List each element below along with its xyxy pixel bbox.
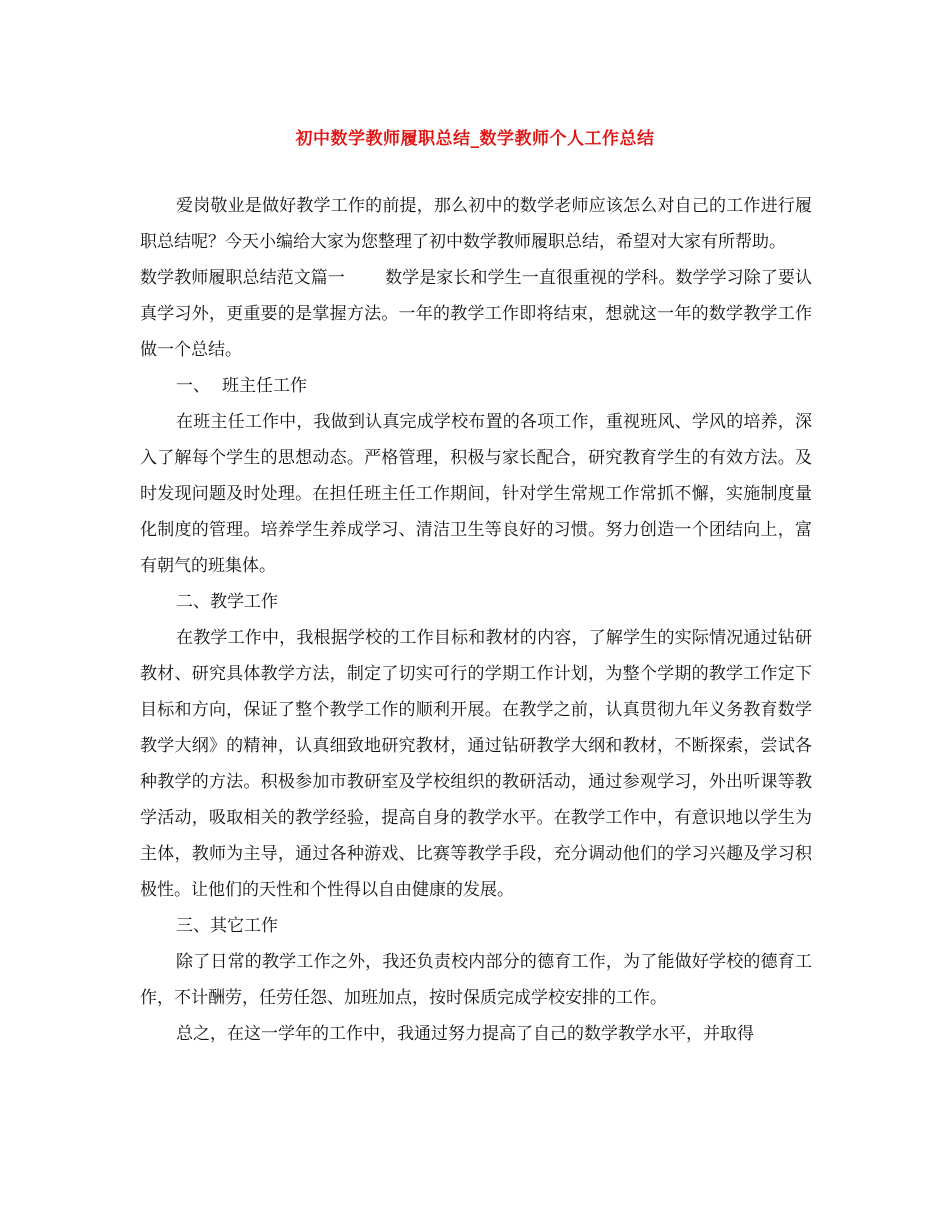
paragraph-class-teacher: 在班主任工作中，我做到认真完成学校布置的各项工作，重视班风、学风的培养，深入了解每个学生的思想动态。严格管理，积极与家长配合，研究教育学生的有效方法。及时发现问题及时处理。在担任班主任工作期间，针对学生常规工作常抓不懈，实施制度量化制度的管理。培养学生养成学习、清洁卫生等良好的习惯。努力创造一个团结向上，富有朝气的班集体。 — [140, 412, 812, 576]
heading-teaching: 二、教学工作 — [176, 592, 278, 612]
intro-paragraph: 爱岗敬业是做好教学工作的前提，那么初中的数学老师应该怎么对自己的工作进行履职总结呢？今天小编给大家为您整理了初中数学教师履职总结，希望对大家有所帮助。 — [140, 196, 812, 252]
paragraph-other-work: 除了日常的教学工作之外，我还负责校内部分的德育工作，为了能做好学校的德育工作，不计酬劳，任劳任怨、加班加点，按时保质完成学校安排的工作。 — [140, 952, 812, 1008]
section-paragraph — [140, 260, 812, 368]
paragraph-teaching: 在教学工作中，我根据学校的工作目标和教材的内容，了解学生的实际情况通过钻研教材、研究具体教学方法，制定了切实可行的学期工作计划，为整个学期的教学工作定下目标和方向，保证了整个教学工作的顺利开展。在教学之前，认真贯彻九年义务教育数学教学大纲》的精神，认真细致地研究教材，通过钻研教学大纲和教材，不断探索，尝试各种教学的方法。积极参加市教研室及学校组织的教研活动，通过参观学习，外出听课等教学活动，吸取相关的教学经验，提高自身的教学水平。在教学工作中，有意识地以学生为主体，教师为主导，通过各种游戏、比赛等教学手段，充分调动他们的学习兴趣及学习积极性。让他们的天性和个性得以自由健康的发展。 — [140, 628, 812, 900]
section-lead: 数学是家长和学生一直很重视的学科。数学学习除了要认真学习外，更重要的是掌握方法。一年的教学工作即将结束，想就这一年的数学教学工作做一个总结。 — [140, 268, 813, 360]
document-title: 初中数学教师履职总结_数学教师个人工作总结 — [295, 129, 655, 149]
heading-text: 班主任工作 — [222, 376, 307, 396]
paragraph-conclusion: 总之，在这一学年的工作中，我通过努力提高了自己的数学教学水平，并取得 — [176, 1024, 754, 1044]
section-label: 数学教师履职总结范文篇一 — [140, 268, 345, 288]
heading-other-work: 三、其它工作 — [176, 916, 278, 936]
heading-class-teacher — [140, 368, 812, 404]
document-body — [140, 188, 812, 1052]
heading-number: 一、 — [176, 376, 210, 396]
